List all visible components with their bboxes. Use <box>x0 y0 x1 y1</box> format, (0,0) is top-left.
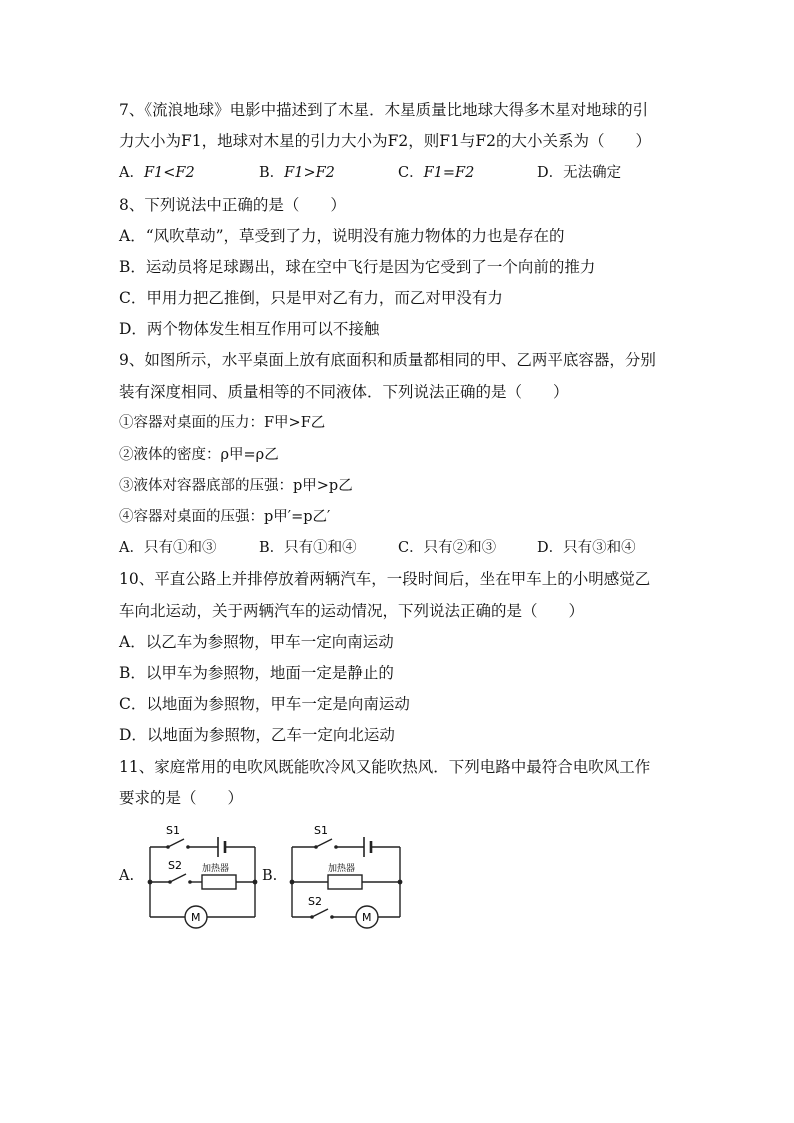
q8-option-d: D．两个物体发生相互作用可以不接触 <box>119 320 380 338</box>
circuit-a-s1-label: S1 <box>166 824 180 837</box>
q7-stem-line2: 力大小为F1，地球对木星的引力大小为F2，则F1与F2的大小关系为（ ） <box>119 132 651 150</box>
q10-option-a: A．以乙车为参照物，甲车一定向南运动 <box>119 633 394 651</box>
q10-stem-line2: 车向北运动，关于两辆汽车的运动情况，下列说法正确的是（ ） <box>119 602 585 620</box>
circuit-a-heater-label: 加热器 <box>202 864 230 874</box>
circuit-b-s1-label: S1 <box>314 824 328 837</box>
q11-stem-line1: 11、家庭常用的电吹风既能吹冷风又能吹热风．下列电路中最符合电吹风工作 <box>119 758 651 776</box>
circuit-a-s2-label: S2 <box>168 859 182 872</box>
q7-stem-line1: 7、《流浪地球》电影中描述到了木星．木星质量比地球大得多木星对地球的引 <box>119 101 649 119</box>
q10-option-c: C．以地面为参照物，甲车一定是向南运动 <box>119 695 410 713</box>
q8-stem: 8、下列说法中正确的是（ ） <box>119 196 346 214</box>
circuit-b-s2-label: S2 <box>308 895 322 908</box>
q7-option-a-expr: F1<F2 <box>143 165 195 181</box>
q7-option-a: A．F1<F2 <box>119 165 195 181</box>
q9-statement-1: ①容器对桌面的压力：F甲>F乙 <box>119 415 326 431</box>
q9-statement-3: ③液体对容器底部的压强：p甲>p乙 <box>119 478 353 494</box>
q11-stem-line2: 要求的是（ ） <box>119 789 244 807</box>
circuit-a-diagram <box>130 815 270 935</box>
q7-option-c-expr: F1=F2 <box>423 165 475 181</box>
q7-option-b-expr: F1>F2 <box>284 165 335 181</box>
q10-option-d: D．以地面为参照物，乙车一定向北运动 <box>119 726 395 744</box>
circuit-b-heater-label: 加热器 <box>328 864 356 874</box>
q7-option-b: B．F1>F2 <box>259 165 335 181</box>
q8-option-c: C．甲用力把乙推倒，只是甲对乙有力，而乙对甲没有力 <box>119 289 503 307</box>
circuit-a-motor-label: M <box>191 911 201 924</box>
q9-option-d: D．只有③和④ <box>537 540 636 556</box>
q7-option-d: D．无法确定 <box>537 165 622 181</box>
circuit-b-motor-label: M <box>362 911 372 924</box>
q9-option-c: C．只有②和③ <box>398 540 497 556</box>
q9-stem-line2: 装有深度相同、质量相等的不同液体．下列说法正确的是（ ） <box>119 383 569 401</box>
circuit-a-label: A. <box>119 868 135 884</box>
q10-option-b: B．以甲车为参照物，地面一定是静止的 <box>119 664 394 682</box>
q9-option-a: A．只有①和③ <box>119 540 217 556</box>
circuit-b-diagram <box>276 815 416 935</box>
q8-option-a: A．“风吹草动”，草受到了力，说明没有施力物体的力也是存在的 <box>119 227 565 245</box>
q9-statement-2: ②液体的密度：ρ甲=ρ乙 <box>119 447 279 463</box>
circuit-b-label: B. <box>262 868 278 884</box>
q9-option-b: B．只有①和④ <box>259 540 357 556</box>
q9-stem-line1: 9、如图所示，水平桌面上放有底面积和质量都相同的甲、乙两平底容器，分别 <box>119 351 656 369</box>
q10-stem-line1: 10、平直公路上并排停放着两辆汽车，一段时间后，坐在甲车上的小明感觉乙 <box>119 570 651 588</box>
q8-option-b: B．运动员将足球踢出，球在空中飞行是因为它受到了一个向前的推力 <box>119 258 596 276</box>
q9-statement-4: ④容器对桌面的压强：p甲′=p乙′ <box>119 509 331 525</box>
q7-option-c: C．F1=F2 <box>398 165 475 181</box>
